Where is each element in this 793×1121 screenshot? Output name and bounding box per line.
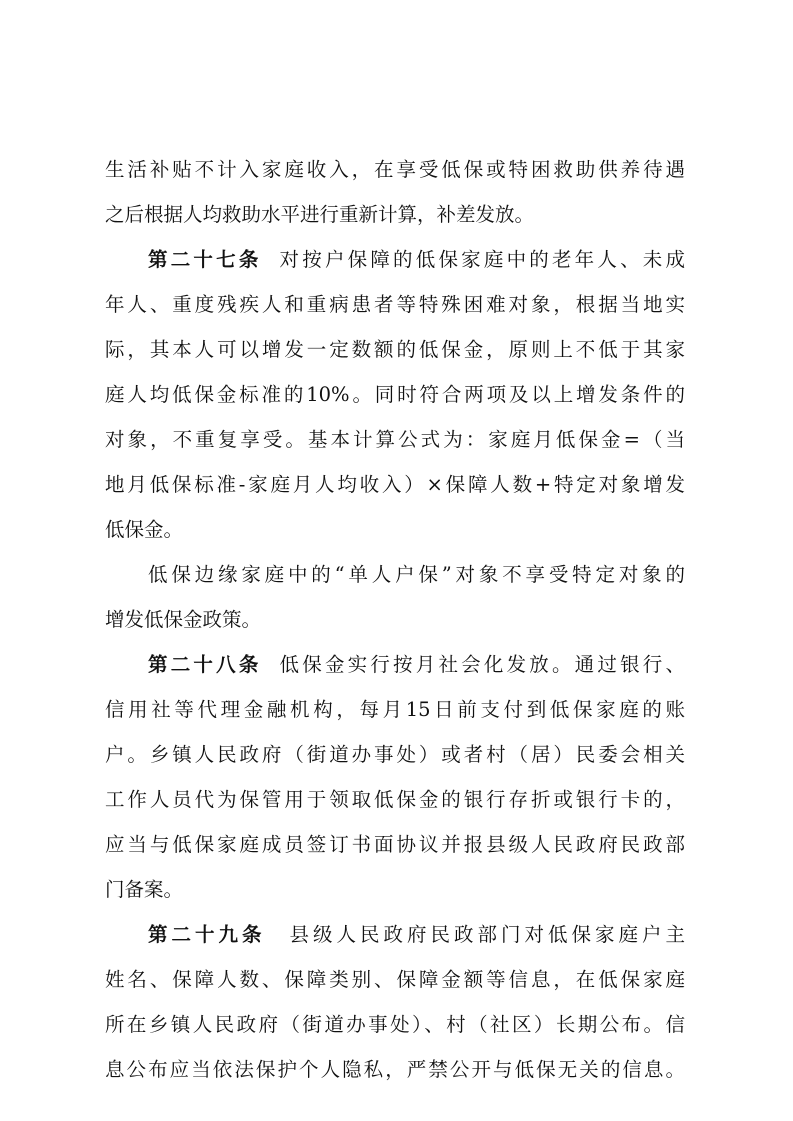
text-line: 增发低保金政策。 — [105, 608, 262, 631]
text-line: 地月低保标准-家庭月人均收入）×保障人数+特定对象增发 — [105, 473, 685, 496]
text-line: 低保金。 — [105, 518, 184, 541]
text-line: 际，其本人可以增发一定数额的低保金，原则上不低于其家 — [105, 338, 685, 361]
text-line: 门备案。 — [105, 878, 184, 901]
text-line: 工作人员代为保管用于领取低保金的银行存折或银行卡的， — [105, 788, 685, 811]
text-line: 姓名、保障人数、保障类别、保障金额等信息，在低保家庭 — [105, 968, 685, 991]
text-line: 低保金实行按月社会化发放。通过银行、 — [279, 653, 685, 676]
article-29-heading: 第二十九条 — [148, 923, 266, 946]
article-27-first-line — [148, 247, 685, 273]
article-27-heading: 第二十七条 — [148, 248, 262, 271]
article-28-first-line — [148, 652, 685, 678]
article-28-heading: 第二十八条 — [148, 653, 262, 676]
text-line: 信用社等代理金融机构，每月15日前支付到低保家庭的账 — [105, 698, 685, 721]
text-line: 县级人民政府民政部门对低保家庭户主 — [289, 923, 685, 946]
article-29-first-line — [148, 922, 685, 948]
text-line: 年人、重度残疾人和重病患者等特殊困难对象，根据当地实 — [105, 293, 685, 316]
text-line: 所在乡镇人民政府（街道办事处）、村（社区）长期公布。信 — [105, 1013, 685, 1036]
text-line: 应当与低保家庭成员签订书面协议并报县级人民政府民政部 — [105, 833, 685, 856]
text-line: 之后根据人均救助水平进行重新计算，补差发放。 — [105, 203, 535, 226]
text-line: 生活补贴不计入家庭收入，在享受低保或特困救助供养待遇 — [105, 158, 685, 181]
text-line: 庭人均低保金标准的10%。同时符合两项及以上增发条件的 — [105, 383, 685, 406]
text-line: 户。乡镇人民政府（街道办事处）或者村（居）民委会相关 — [105, 743, 685, 766]
text-line: 低保边缘家庭中的“单人户保”对象不享受特定对象的 — [148, 563, 685, 586]
text-line: 对象，不重复享受。基本计算公式为：家庭月低保金=（当 — [105, 428, 685, 451]
text-line: 对按户保障的低保家庭中的老年人、未成 — [279, 248, 685, 271]
text-line: 息公布应当依法保护个人隐私，严禁公开与低保无关的信息。 — [105, 1058, 685, 1081]
